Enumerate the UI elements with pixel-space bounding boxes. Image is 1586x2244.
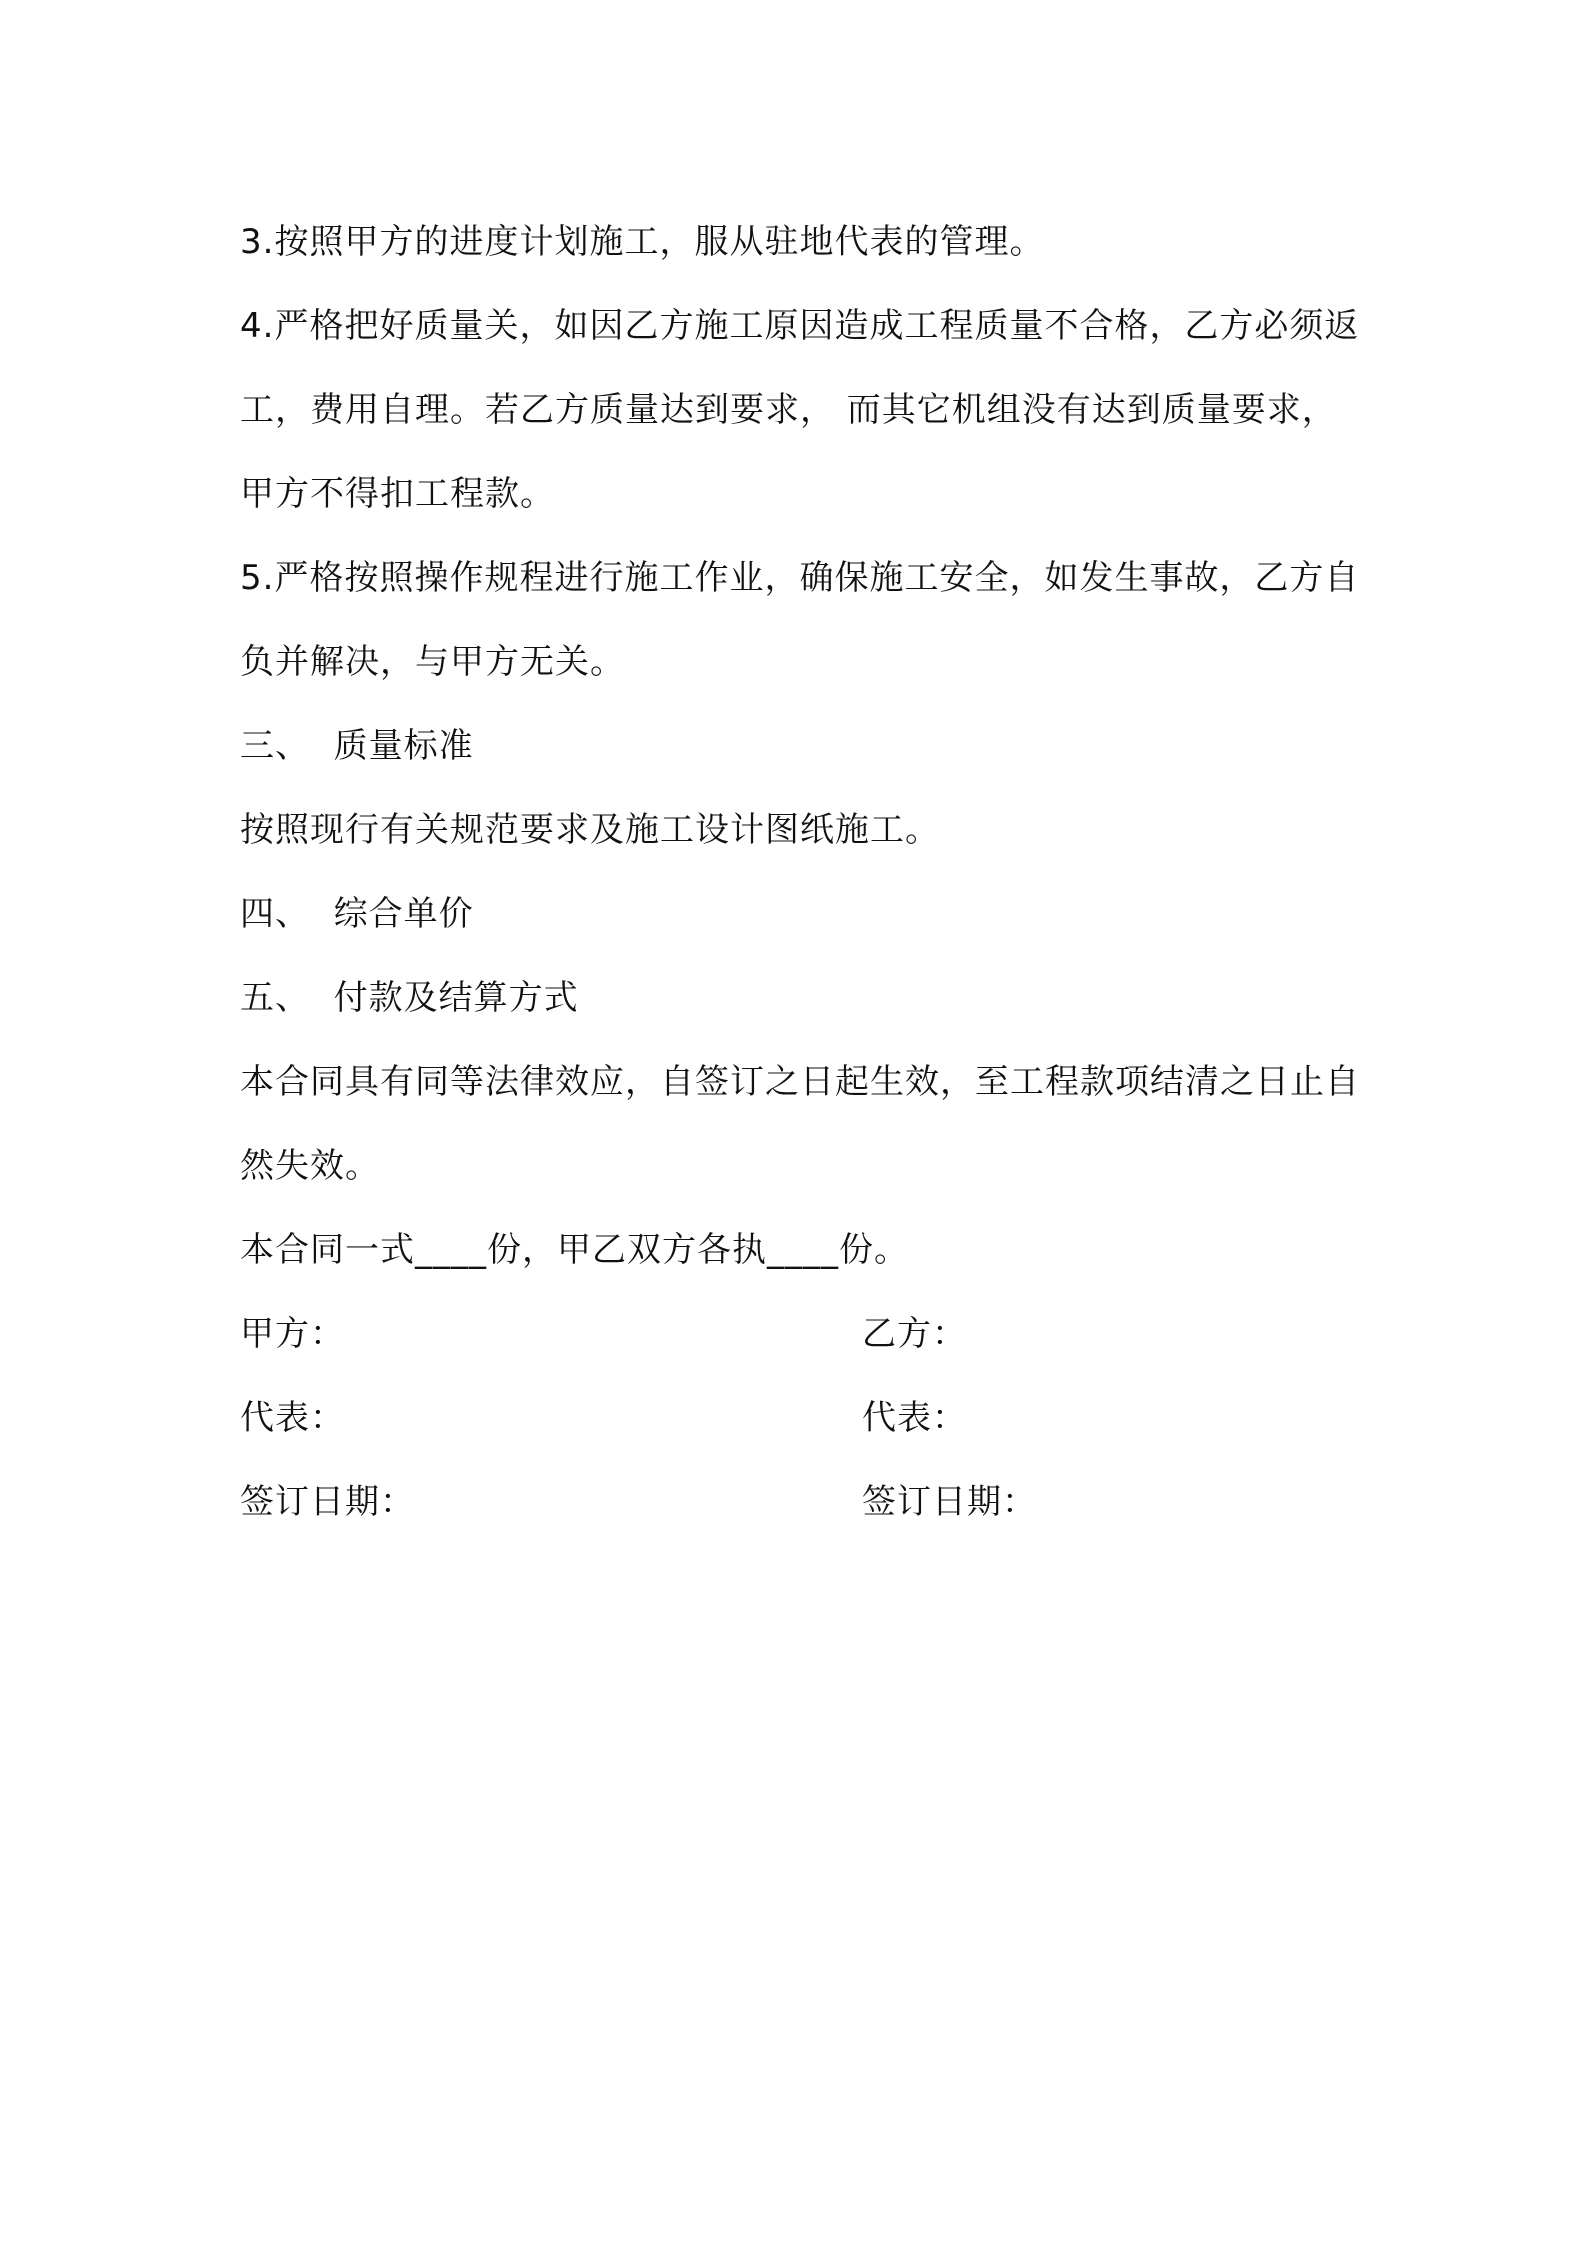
section-heading-payment: 五、 付款及结算方式 <box>240 978 579 1018</box>
date-a-label: 签订日期： <box>240 1482 415 1522</box>
signature-row-date <box>240 1460 1370 1544</box>
clause-3: 3.按照甲方的进度计划施工，服从驻地代表的管理。 <box>240 222 1045 262</box>
section-text-copies: 本合同一式____份，甲乙双方各执____份。 <box>240 1230 909 1270</box>
section-text-quality: 按照现行有关规范要求及施工设计图纸施工。 <box>240 810 940 850</box>
date-b-label: 签订日期： <box>862 1482 1037 1522</box>
party-b-label: 乙方： <box>862 1314 967 1354</box>
clause-4: 4.严格把好质量关，如因乙方施工原因造成工程质量不合格，乙方必须返工，费用自理。若乙方质量达到要求， 而其它机组没有达到质量要求，甲方不得扣工程款。 <box>240 306 1360 514</box>
document-body <box>240 200 1370 1544</box>
rep-a-label: 代表： <box>240 1398 345 1438</box>
signature-row-representative <box>240 1376 1370 1460</box>
party-a-label: 甲方： <box>240 1314 345 1354</box>
section-text-validity: 本合同具有同等法律效应，自签订之日起生效，至工程款项结清之日止自然失效。 <box>240 1062 1360 1186</box>
section-heading-quality: 三、 质量标准 <box>240 726 474 766</box>
clause-5: 5.严格按照操作规程进行施工作业，确保施工安全，如发生事故，乙方自负并解决，与甲方无关。 <box>240 558 1360 682</box>
rep-b-label: 代表： <box>862 1398 967 1438</box>
section-heading-unit-price: 四、 综合单价 <box>240 894 474 934</box>
signature-row-party <box>240 1292 1370 1376</box>
